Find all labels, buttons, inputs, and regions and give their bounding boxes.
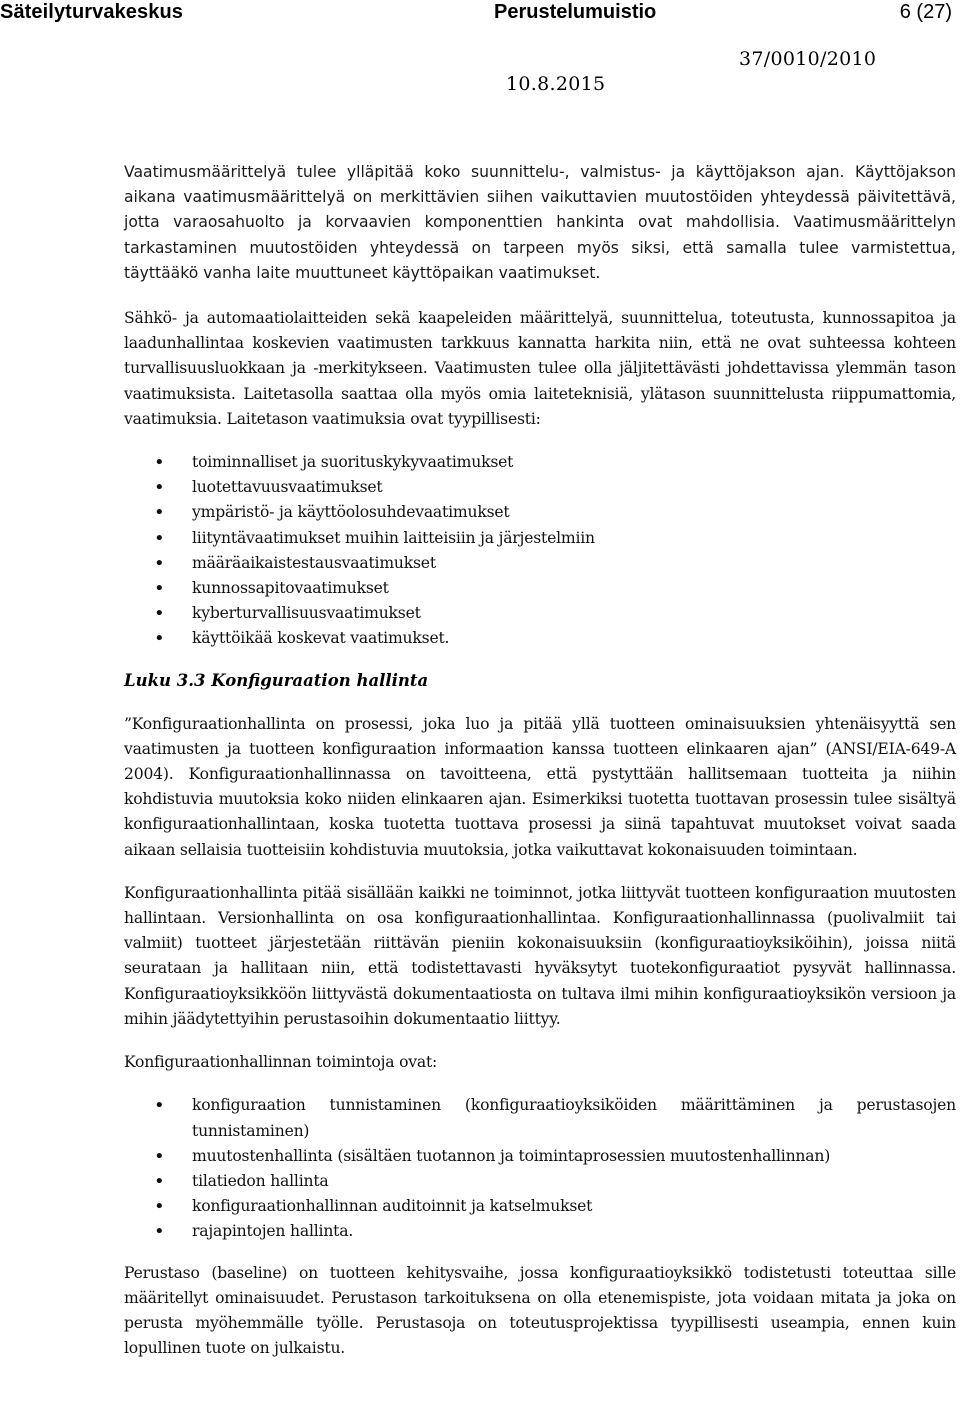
bullet-icon: • <box>154 603 165 625</box>
list-item: • luotettavuusvaatimukset <box>124 475 956 500</box>
list-item: • toiminnalliset ja suorituskykyvaatimukset <box>124 450 956 475</box>
list-item: • ympäristö- ja käyttöolosuhdevaatimukset <box>124 500 956 525</box>
bullet-icon: • <box>154 1145 165 1167</box>
document-body <box>124 160 956 1379</box>
list-item: • konfiguraation tunnistaminen (konfiguraatioyksiköiden määrittäminen ja perustasojen tunnistaminen) <box>154 1095 956 1140</box>
bullet-icon: • <box>154 452 165 474</box>
list-item: • määräaikaistestausvaatimukset <box>124 551 956 576</box>
bullet-icon: • <box>154 1170 165 1192</box>
document-number: 37/0010/2010 <box>739 48 877 70</box>
list-item: • tilatiedon hallinta <box>124 1169 956 1194</box>
bullet-icon: • <box>154 1221 165 1243</box>
list-item: • käyttöikää koskevat vaatimukset. <box>124 626 956 651</box>
bullet-icon: • <box>154 1095 165 1117</box>
page-number: 6 (27) <box>899 1 952 23</box>
bullet-icon: • <box>154 1196 165 1218</box>
list-item: • kunnossapitovaatimukset <box>124 576 956 601</box>
list-item: • kyberturvallisuusvaatimukset <box>124 601 956 626</box>
bullet-icon: • <box>154 628 165 650</box>
list-item: • liityntävaatimukset muihin laitteisiin ja järjestelmiin <box>124 526 956 551</box>
paragraph-configuration-scope: Konfiguraationhallinta pitää sisällään kaikki ne toiminnot, jotka liittyvät tuotteen konfiguraation muutosten hallintaan. Versionhallinta on osa konfiguraationhallintaa. Konfiguraationhallinnassa (puolivalmiit tai valmiit) tuotteet järjestetään riittävän pieniin kokonaisuuksiin (konfiguraatioyksiköihin), joissa niitä seurataan ja hallitaan niin, että todistettavasti hyväksytyt tuotekonfiguraatiot pysyvät hallinnassa. Konfiguraatioyksikköön liittyvästä dokumentaatiosta on tultava ilmi mihin konfiguraatioyksikön versioon ja mihin jäädytettyihin perustasoihin dokumentaatio liittyy. <box>124 883 956 1028</box>
section-heading: Luku 3.3 Konfiguraation hallinta <box>124 670 429 690</box>
bullet-icon: • <box>154 578 165 600</box>
bullet-icon: • <box>154 527 165 549</box>
paragraph-requirements-maintenance: Vaatimusmäärittelyä tulee ylläpitää koko suunnittelu-, valmistus- ja käyttöjakson ajan. Käyttöjakson aikana vaatimusmäärittelyä on merkittävien siihen vaikuttavien muutostöiden yhteydessä päivitettävä, jotta varaosahuolto ja korvaavien komponenttien hankinta ovat mahdollisia. Vaatimusmäärittelyn tarkastaminen muutostöiden yhteydessä on tarpeen myös siksi, että samalla tulee varmistettua, täyttääkö vanha laite muuttuneet käyttöpaikan vaatimukset. <box>124 163 956 282</box>
document-date: 10.8.2015 <box>506 73 606 95</box>
list-item: • konfiguraationhallinnan auditoinnit ja katselmukset <box>124 1194 956 1219</box>
paragraph-configuration-definition: ”Konfiguraationhallinta on prosessi, joka luo ja pitää yllä tuotteen ominaisuuksien yhtenäisyyttä sen vaatimusten ja tuotteen konfiguraation informaation kanssa tuotteen elinkaaren ajan” (ANSI/EIA-649-A 2004). Konfiguraationhallinnassa on tavoitteena, että pystyttään hallitsemaan tuotteita ja niihin kohdistuvia muutoksia koko niiden elinkaaren ajan. Esimerkiksi tuotetta tuottavan prosessin tulee sisältyä konfiguraationhallintaan, koska tuotetta tuottava prosessi ja siinä tapahtuvat muutokset voivat saada aikaan sellaisia tuotteisiin kohdistuvia muutoksia, jotka vaikuttavat kokonaisuuden toimintaan. <box>124 714 956 859</box>
page-header <box>0 0 960 95</box>
paragraph-functions-intro: Konfiguraationhallinnan toimintoja ovat: <box>124 1053 438 1072</box>
bullet-icon: • <box>154 477 165 499</box>
paragraph-baseline: Perustaso (baseline) on tuotteen kehitysvaihe, jossa konfiguraatioyksikkö todistetusti toteuttaa sille määritellyt ominaisuudet. Perustason tarkoituksena on olla etenemispiste, jota voidaan mitata ja joka on perusta myöhemmälle työlle. Perustasoja on toteutusprojektissa tyypillisesti useampia, ennen kuin lopullinen tuote on julkaistu. <box>124 1263 956 1358</box>
configuration-functions-list <box>124 1093 956 1244</box>
bullet-icon: • <box>154 552 165 574</box>
document-type: Perustelumuistio <box>494 1 657 23</box>
list-item: • muutostenhallinta (sisältäen tuotannon ja toimintaprosessien muutostenhallinnan) <box>124 1144 956 1169</box>
paragraph-device-requirements: Sähkö- ja automaatiolaitteiden sekä kaapeleiden määrittelyä, suunnittelua, toteutusta, kunnossapitoa ja laadunhallintaa koskevien vaatimusten tarkkuus kannatta harkita niin, että ne ovat suhteessa kohteen turvallisuusluokkaan ja -merkitykseen. Vaatimusten tulee olla jäljitettävästi johdettavissa ylemmän tason vaatimuksista. Laitetasolla saattaa olla myös omia laiteteknisiä, ylätason suunnittelusta riippumattomia, vaatimuksia. Laitetason vaatimuksia ovat tyypillisesti: <box>124 309 956 428</box>
organization-name: Säteilyturvakeskus <box>0 1 184 23</box>
list-item: • rajapintojen hallinta. <box>124 1219 956 1244</box>
device-requirements-list <box>124 450 956 652</box>
bullet-icon: • <box>154 502 165 524</box>
